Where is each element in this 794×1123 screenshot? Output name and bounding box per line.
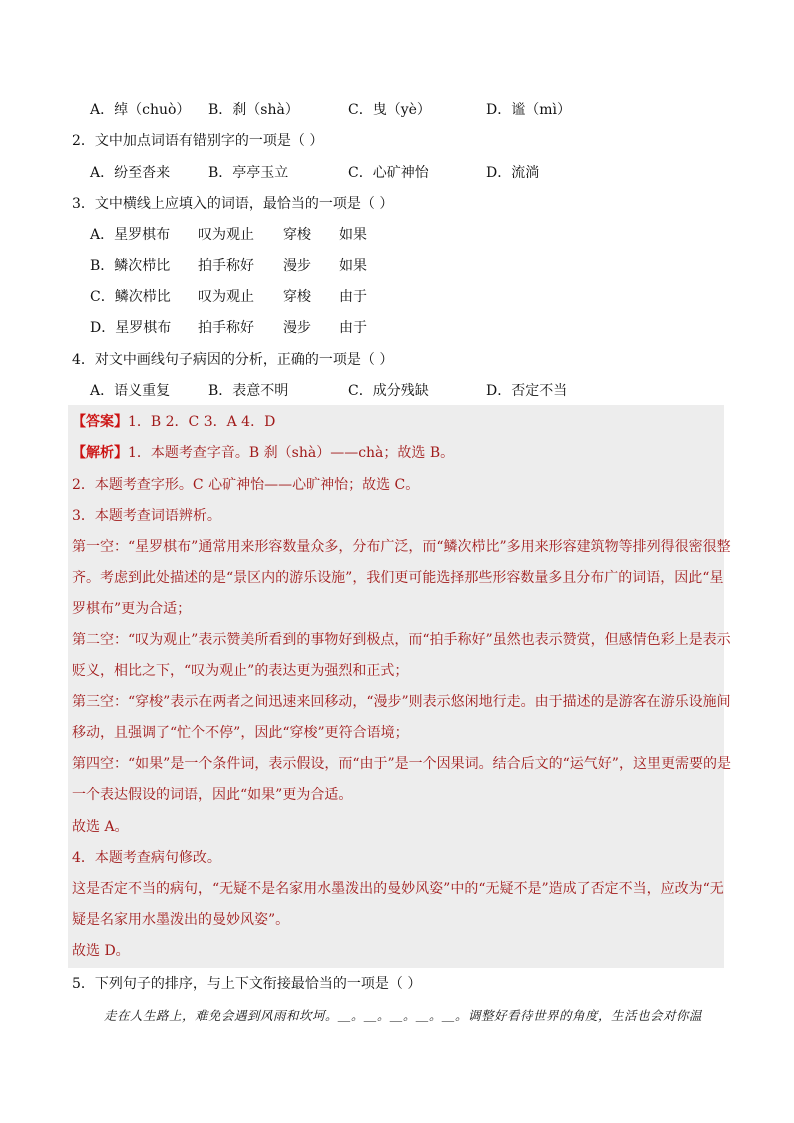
analysis-line-1	[72, 443, 454, 463]
analysis-tag: 【解析】	[72, 445, 128, 461]
q3-row-b-word4: 如果	[339, 258, 367, 274]
q5-passage: 走在人生路上，难免会遇到风雨和坎坷。＿。＿。＿。＿。＿。调整好看待世界的角度，生活也会对你温	[104, 1008, 703, 1023]
q3-row-a-word4: 如果	[339, 227, 367, 243]
analysis-line-7: 第二空：“叹为观止”表示赞美所看到的事物好到极点，而“拍手称好”虽然也表示赞赏，但感情色彩上是表示	[72, 632, 731, 648]
analysis-line-3: 3．本题考查词语辨析。	[72, 508, 221, 524]
q2-option-c: C．心矿神怡	[348, 165, 429, 181]
q2-stem: 2．文中加点词语有错别字的一项是（ ）	[72, 133, 324, 149]
analysis-line-9: 第三空：“穿梭”表示在两者之间迅速来回移动，“漫步”则表示悠闲地行走。由于描述的是游客在游乐设施间	[72, 694, 731, 710]
answer-tag: 【答案】	[72, 414, 128, 430]
analysis-line-2: 2．本题考查字形。C 心矿神怡——心旷神怡；故选 C。	[72, 477, 420, 493]
q4-option-d: D．否定不当	[486, 383, 568, 399]
q3-row-a-word1: A．星罗棋布	[90, 227, 171, 243]
analysis-line-12: 一个表达假设的词语，因此“如果”更为合适。	[72, 787, 353, 803]
q3-row-c-word2: 叹为观止	[198, 289, 254, 305]
analysis-line-16: 疑是名家用水墨泼出的曼妙风姿”。	[72, 912, 290, 928]
analysis-line-13: 故选 A。	[72, 819, 129, 835]
q3-row-d-word2: 拍手称好	[198, 320, 254, 336]
q1-option-c: C．曳（yè）	[348, 102, 431, 118]
q3-row-b-word1: B．鳞次栉比	[90, 258, 171, 274]
q2-option-d: D．流淌	[486, 165, 540, 181]
analysis-line-10: 移动，且强调了“忙个不停”，因此“穿梭”更符合语境；	[72, 725, 409, 741]
q2-option-b: B．亭亭玉立	[208, 165, 289, 181]
q3-row-c-word1: C．鳞次栉比	[90, 289, 171, 305]
q1-option-a: A．绰（chuò）	[90, 102, 191, 118]
q3-stem: 3．文中横线上应填入的词语，最恰当的一项是（ ）	[72, 196, 394, 212]
q4-option-a: A．语义重复	[90, 383, 171, 399]
q3-row-d-word3: 漫步	[283, 320, 311, 336]
analysis-line-5: 齐。考虑到此处描述的是“景区内的游乐设施”，我们更可能选择那些形容数量多且分布广的词语，因此“星	[72, 570, 724, 586]
q1-option-b: B．刹（shà）	[208, 102, 299, 118]
analysis-line-8: 贬义，相比之下，“叹为观止”的表达更为强烈和正式；	[72, 663, 409, 679]
q4-option-c: C．成分残缺	[348, 383, 429, 399]
q3-row-c-word4: 由于	[339, 289, 367, 305]
analysis-line-17: 故选 D。	[72, 943, 130, 959]
q1-option-d: D．谧（mì）	[486, 102, 571, 118]
analysis-line-11: 第四空：“如果”是一个条件词，表示假设，而“由于”是一个因果词。结合后文的“运气好”，这里更需要的是	[72, 756, 731, 772]
q3-row-b-word2: 拍手称好	[198, 258, 254, 274]
analysis-text: 1．本题考查字音。B 刹（shà）——chà；故选 B。	[128, 445, 455, 461]
q4-option-b: B．表意不明	[208, 383, 289, 399]
q4-stem: 4．对文中画线句子病因的分析，正确的一项是（ ）	[72, 352, 394, 368]
q3-row-a-word3: 穿梭	[283, 227, 311, 243]
q2-option-a: A．纷至沓来	[90, 165, 171, 181]
q3-row-c-word3: 穿梭	[283, 289, 311, 305]
analysis-line-14: 4．本题考查病句修改。	[72, 850, 221, 866]
answer-line	[72, 412, 275, 432]
analysis-line-6: 罗棋布”更为合适；	[72, 601, 192, 617]
q3-row-d-word1: D．星罗棋布	[90, 320, 172, 336]
analysis-line-4: 第一空：“星罗棋布”通常用来形容数量众多，分布广泛，而“鳞次栉比”多用来形容建筑物等排列得很密很整	[72, 539, 731, 555]
analysis-line-15: 这是否定不当的病句，“无疑不是名家用水墨泼出的曼妙风姿”中的“无疑不是”造成了否定不当，应改为“无	[72, 881, 724, 897]
q3-row-d-word4: 由于	[339, 320, 367, 336]
q5-stem: 5．下列句子的排序，与上下文衔接最恰当的一项是（ ）	[72, 976, 422, 992]
q3-row-a-word2: 叹为观止	[198, 227, 254, 243]
answer-text: 1．B 2．C 3．A 4．D	[128, 414, 276, 430]
q3-row-b-word3: 漫步	[283, 258, 311, 274]
